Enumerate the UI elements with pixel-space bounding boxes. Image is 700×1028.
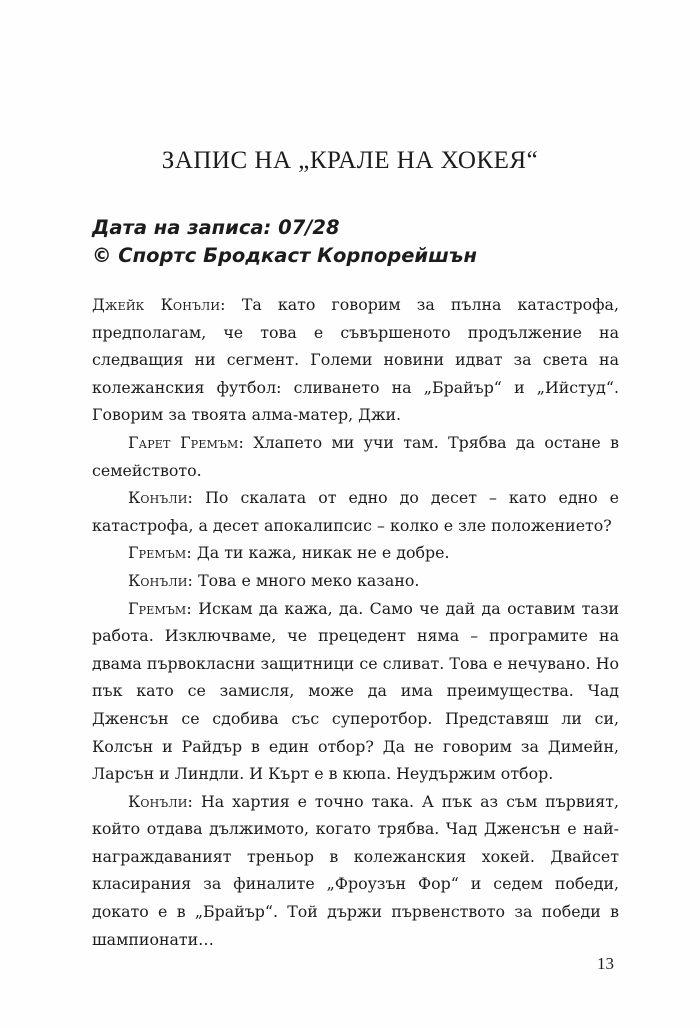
page-number: 13 [597, 954, 614, 973]
transcript-paragraph [92, 788, 619, 954]
paragraph-text: Това е много меко казано. [193, 570, 420, 590]
record-date: Дата на записа: 07/28 [92, 216, 340, 239]
paragraph-text: Искам да кажа, да. Само че дай да оставим тази работа. Изключваме, че прецедент няма – програмите на двама първокласни защитници се сливат. Това е нечувано. Но пък като се замисля, може да има преимущества. Чад Дженсън се сдобива със суперотбор. Представяш ли си, Колсън и Райдър в един отбор? Да не говорим за Димейн, Ларсън и Линдли. И Кърт е в кюпа. Неудържим отбор. [92, 598, 619, 784]
speaker-name: Конъли: [128, 570, 194, 590]
paragraph-text: По скалата от едно до десет – като едно е катастрофа, а десет апокалипсис – колко е зле положението? [92, 488, 619, 535]
transcript-paragraph [92, 567, 619, 595]
paragraph-text: Та като говорим за пълна катастрофа, предполагам, че това е съвършеното продължение на следващия ни сегмент. Големи новини идват за света на колежанския футбол: сливането на „Брайър“ и „Ийстуд“. Говорим за твоята алма-матер, Джи. [92, 295, 619, 425]
chapter-title: ЗАПИС НА „КРАЛЕ НА ХОКЕЯ“ [161, 147, 539, 174]
speaker-name: Гремъм: [128, 598, 192, 618]
paragraph-text: Хлапето ми учи там. Трябва да остане в семейството. [92, 432, 619, 480]
speaker-name: Гарет Гремъм: [128, 432, 244, 452]
speaker-name: Джейк Конъли: [92, 295, 226, 314]
speaker-name: Конъли: [128, 488, 194, 508]
paragraph-text: Да ти кажа, никак не е добре. [191, 543, 450, 563]
transcript-body [92, 291, 619, 953]
speaker-name: Гремъм: [128, 543, 192, 563]
transcript-paragraph [92, 595, 619, 788]
transcript-paragraph [92, 539, 619, 567]
paragraph-text: На хартия е точно така. А пък аз съм първият, който отдава дължимото, когато трябва. Чад Дженсън е най-награждаваният треньор в колежанския хокей. Двайсет класирания за финалите „Фроузън Фор“ и седем победи, докато е в „Брайър“. Той държи първенството за победи в шампионати… [92, 791, 619, 949]
speaker-name: Конъли: [128, 791, 194, 811]
copyright-line: © Спортс Бродкаст Корпорейшън [92, 244, 477, 267]
record-meta [92, 214, 632, 270]
transcript-paragraph [92, 291, 619, 429]
transcript-paragraph [92, 484, 619, 539]
transcript-paragraph [92, 429, 619, 484]
